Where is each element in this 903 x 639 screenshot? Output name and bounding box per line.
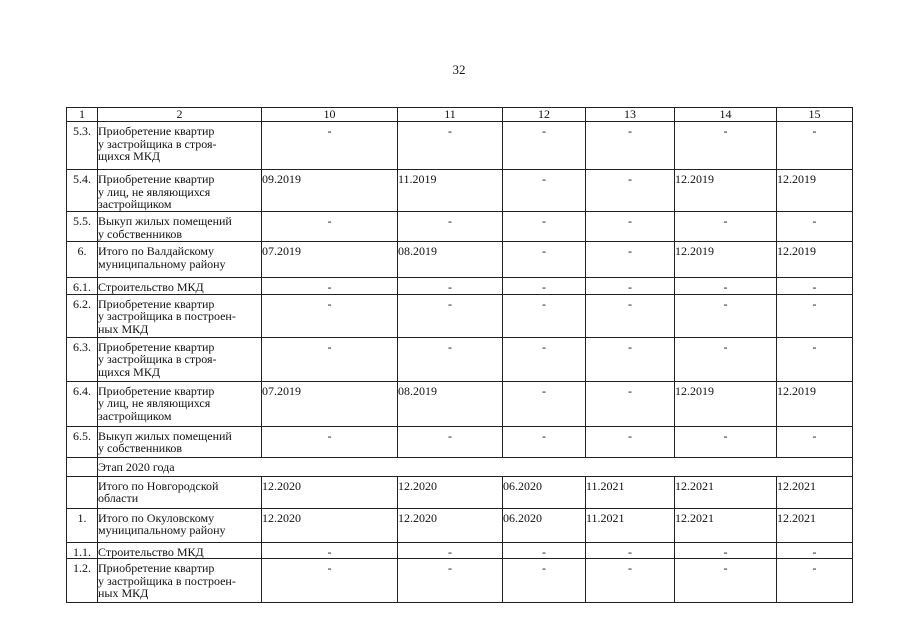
cell-col-14: 12.2019 [675,242,777,278]
cell-col-13: 11.2021 [586,508,675,542]
cell-col-14: - [675,559,777,603]
header-col-10: 10 [262,108,398,122]
cell-col-11: - [398,542,503,559]
cell-col-15: - [777,278,853,295]
cell-col-10: - [262,122,398,170]
row-number: 6.3. [67,337,98,381]
cell-col-11: 08.2019 [398,381,503,426]
cell-col-14: 12.2019 [675,381,777,426]
cell-col-10: 09.2019 [262,170,398,212]
row-label: Выкуп жилых помещений у собственников [98,426,262,457]
cell-col-12: - [503,170,586,212]
row-number: 6.2. [67,294,98,337]
cell-col-12: 06.2020 [503,476,586,508]
cell-col-14: - [675,426,777,457]
cell-col-10: - [262,294,398,337]
cell-col-13: - [586,170,675,212]
cell-col-12: 06.2020 [503,508,586,542]
row-number: 1.1. [67,542,98,559]
header-col-14: 14 [675,108,777,122]
row-label: Выкуп жилых помещений у собственников [98,212,262,242]
header-col-2: 2 [98,108,262,122]
cell-col-11: - [398,122,503,170]
cell-col-11: - [398,559,503,603]
stage-row [67,457,853,476]
page-number: 32 [452,62,466,77]
cell-col-12: - [503,337,586,381]
table-row [67,559,853,603]
cell-col-14: 12.2021 [675,476,777,508]
row-label: Приобретение квартир у лиц, не являющихся застройщиком [98,381,262,426]
row-label: Приобретение квартир у застройщика в построен- ных МКД [98,294,262,337]
table-row [67,542,853,559]
row-number: 6. [67,242,98,278]
cell-col-10: - [262,278,398,295]
table-row [67,278,853,295]
cell-col-14: - [675,542,777,559]
cell-col-14: - [675,294,777,337]
cell-col-14: - [675,122,777,170]
cell-col-13: - [586,242,675,278]
cell-col-12: - [503,122,586,170]
cell-col-11: - [398,278,503,295]
cell-col-10: - [262,212,398,242]
cell-col-13: - [586,337,675,381]
cell-col-12: - [503,542,586,559]
cell-col-11: 12.2020 [398,508,503,542]
cell-col-15: 12.2021 [777,476,853,508]
table-row [67,381,853,426]
cell-col-13: - [586,294,675,337]
row-number: 5.3. [67,122,98,170]
header-col-11: 11 [398,108,503,122]
cell-col-10: - [262,542,398,559]
cell-col-10: - [262,426,398,457]
schedule-table [66,107,853,603]
cell-col-14: 12.2019 [675,170,777,212]
cell-col-10: 07.2019 [262,381,398,426]
row-label: Приобретение квартир у лиц, не являющихся застройщиком [98,170,262,212]
cell-col-12: - [503,381,586,426]
cell-col-11: 12.2020 [398,476,503,508]
cell-col-13: - [586,559,675,603]
row-number: 5.4. [67,170,98,212]
row-label: Приобретение квартир у застройщика в построен- ных МКД [98,559,262,603]
cell-col-12: - [503,426,586,457]
cell-col-14: - [675,212,777,242]
cell-col-12: - [503,212,586,242]
cell-col-11: 11.2019 [398,170,503,212]
row-number [67,457,98,476]
cell-col-15: 12.2019 [777,242,853,278]
table-row [67,212,853,242]
header-row [67,108,853,122]
row-label: Строительство МКД [98,542,262,559]
cell-col-11: - [398,212,503,242]
header-col-15: 15 [777,108,853,122]
table-row [67,337,853,381]
cell-col-15: 12.2019 [777,170,853,212]
cell-col-11: - [398,337,503,381]
cell-col-15: - [777,426,853,457]
cell-col-10: 12.2020 [262,476,398,508]
table-row [67,122,853,170]
cell-col-10: 07.2019 [262,242,398,278]
cell-col-12: - [503,278,586,295]
table-row [67,242,853,278]
cell-col-15: 12.2019 [777,381,853,426]
header-col-13: 13 [586,108,675,122]
cell-col-13: - [586,426,675,457]
cell-col-11: - [398,294,503,337]
row-label: Приобретение квартир у застройщика в строя- щихся МКД [98,122,262,170]
stage-label: Этап 2020 года [98,457,853,476]
row-number: 6.4. [67,381,98,426]
cell-col-12: - [503,559,586,603]
table-row [67,294,853,337]
cell-col-11: - [398,426,503,457]
cell-col-15: 12.2021 [777,508,853,542]
table-row [67,476,853,508]
row-number [67,476,98,508]
row-number: 6.1. [67,278,98,295]
cell-col-13: - [586,542,675,559]
cell-col-13: 11.2021 [586,476,675,508]
table-row [67,170,853,212]
cell-col-15: - [777,122,853,170]
cell-col-14: - [675,278,777,295]
row-label: Строительство МКД [98,278,262,295]
cell-col-14: 12.2021 [675,508,777,542]
row-label: Итого по Валдайскому муниципальному району [98,242,262,278]
table-row [67,426,853,457]
cell-col-11: 08.2019 [398,242,503,278]
cell-col-15: - [777,559,853,603]
cell-col-15: - [777,337,853,381]
row-number: 1.2. [67,559,98,603]
table-row [67,508,853,542]
row-label: Итого по Новгородской области [98,476,262,508]
row-number: 1. [67,508,98,542]
cell-col-13: - [586,278,675,295]
cell-col-13: - [586,122,675,170]
cell-col-10: 12.2020 [262,508,398,542]
cell-col-12: - [503,242,586,278]
cell-col-15: - [777,212,853,242]
cell-col-13: - [586,212,675,242]
row-number: 6.5. [67,426,98,457]
cell-col-15: - [777,294,853,337]
cell-col-10: - [262,337,398,381]
cell-col-14: - [675,337,777,381]
header-col-1: 1 [67,108,98,122]
cell-col-13: - [586,381,675,426]
header-col-12: 12 [503,108,586,122]
cell-col-12: - [503,294,586,337]
row-number: 5.5. [67,212,98,242]
row-label: Приобретение квартир у застройщика в строя- щихся МКД [98,337,262,381]
row-label: Итого по Окуловскому муниципальному району [98,508,262,542]
cell-col-15: - [777,542,853,559]
cell-col-10: - [262,559,398,603]
